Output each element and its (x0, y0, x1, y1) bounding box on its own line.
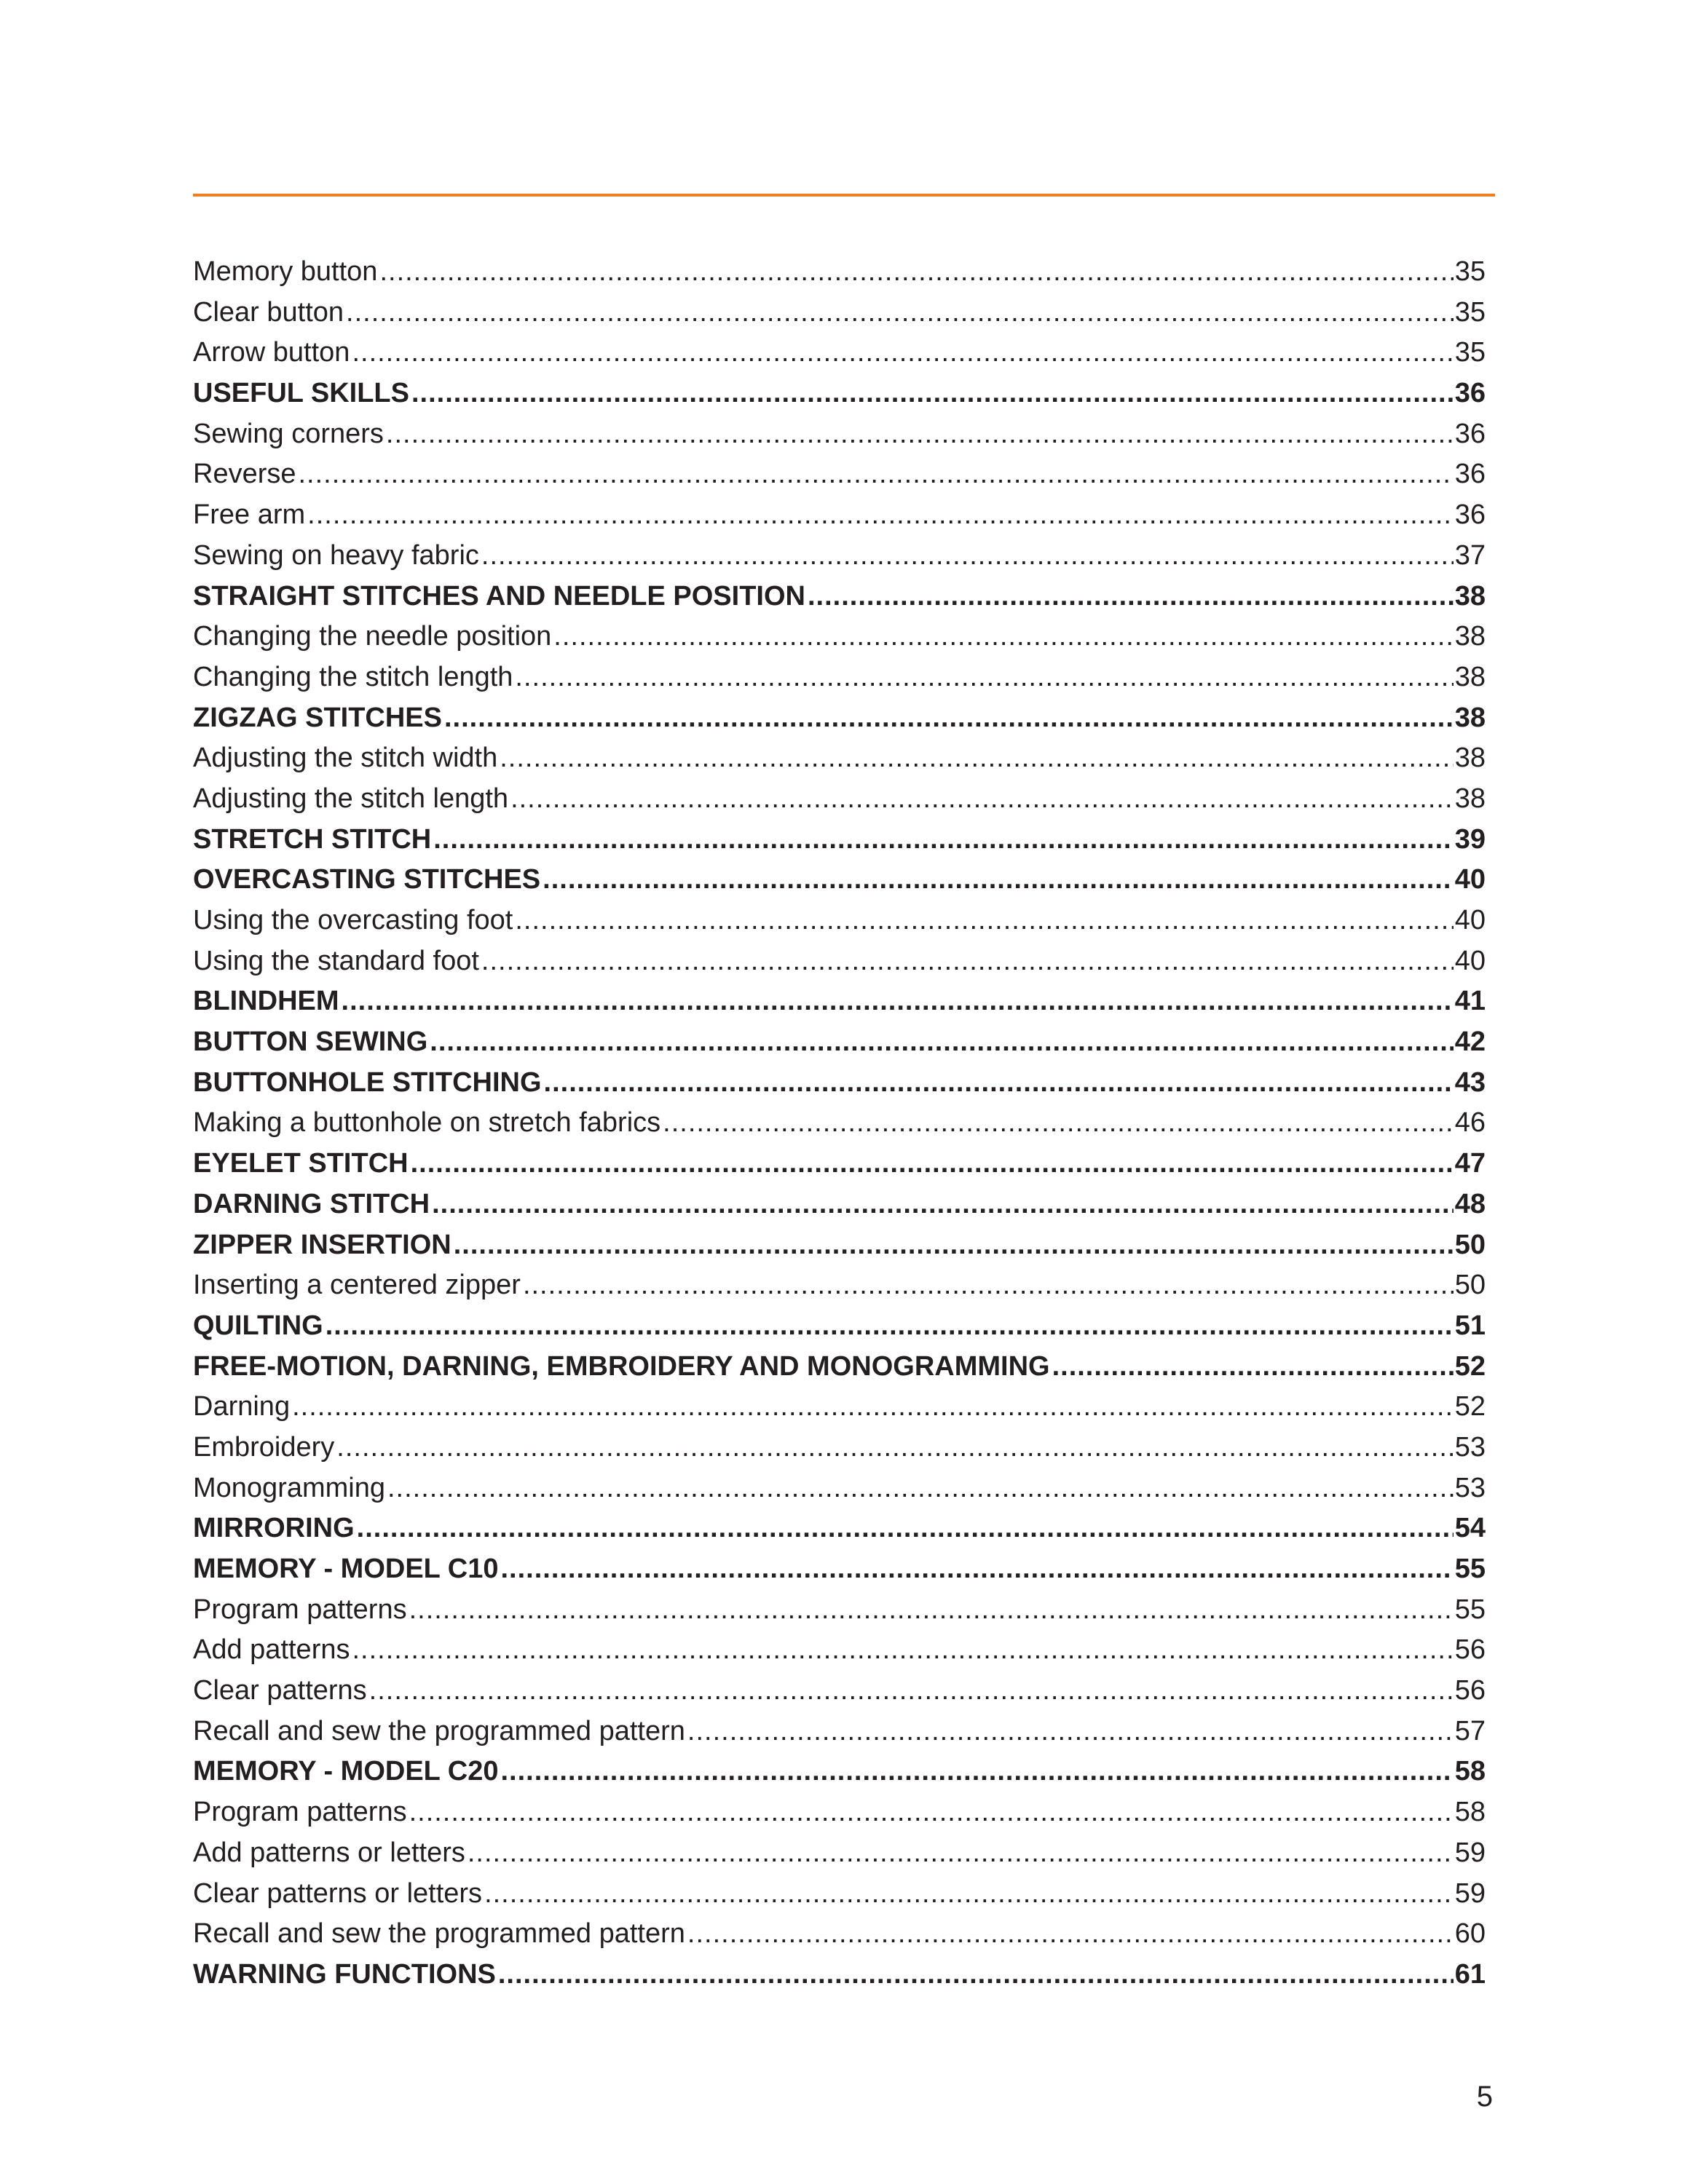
toc-entry-page: 39 (1454, 823, 1486, 855)
header-rule (193, 194, 1495, 197)
toc-entry-title: Program patterns (193, 1797, 407, 1828)
toc-dot-leader (432, 1184, 1454, 1225)
toc-entry-title: Add patterns (193, 1634, 350, 1666)
toc-dot-leader (500, 1752, 1453, 1792)
toc-entry-page: 36 (1454, 378, 1486, 409)
toc-dot-leader (433, 820, 1454, 860)
toc-entry[interactable] (193, 1387, 1486, 1428)
toc-entry-title: ZIGZAG STITCHES (193, 702, 442, 733)
toc-entry[interactable] (193, 536, 1486, 577)
toc-entry-title: MEMORY - MODEL C10 (193, 1554, 499, 1584)
toc-entry-title: ZIPPER INSERTION (193, 1229, 451, 1260)
toc-dot-leader (386, 414, 1454, 455)
toc-entry-title: Using the overcasting foot (193, 905, 513, 935)
toc-dot-leader (481, 536, 1454, 577)
toc-entry-title: Sewing corners (193, 418, 384, 449)
toc-entry-title: Recall and sew the programmed pattern (193, 1715, 685, 1746)
toc-section-heading[interactable] (193, 1022, 1486, 1063)
toc-entry-title: Changing the needle position (193, 621, 552, 652)
toc-entry-page: 35 (1454, 337, 1486, 368)
toc-dot-leader (346, 293, 1454, 333)
toc-section-heading[interactable] (193, 1508, 1486, 1549)
toc-entry-title: Clear patterns or letters (193, 1878, 483, 1909)
toc-entry-page: 36 (1454, 459, 1486, 490)
toc-entry-title: Inserting a centered zipper (193, 1270, 521, 1301)
toc-dot-leader (369, 1671, 1454, 1712)
toc-entry-title: USEFUL SKILLS (193, 378, 409, 409)
toc-entry-page: 47 (1454, 1148, 1486, 1179)
toc-entry-page: 40 (1454, 945, 1486, 976)
toc-entry-page: 38 (1454, 661, 1486, 692)
toc-section-heading[interactable] (193, 860, 1486, 901)
toc-dot-leader (379, 252, 1453, 293)
toc-dot-leader (663, 1103, 1454, 1144)
toc-section-heading[interactable] (193, 577, 1486, 617)
toc-dot-leader (523, 1265, 1454, 1306)
toc-entry-page: 41 (1454, 986, 1486, 1017)
toc-dot-leader (553, 617, 1453, 657)
toc-dot-leader (326, 1306, 1454, 1347)
toc-section-heading[interactable] (193, 1752, 1486, 1792)
toc-section-heading[interactable] (193, 1955, 1486, 1995)
toc-entry-page: 51 (1454, 1310, 1486, 1341)
toc-dot-leader (307, 495, 1454, 536)
toc-dot-leader (1052, 1347, 1454, 1388)
toc-entry-title: QUILTING (193, 1310, 323, 1341)
toc-entry-page: 58 (1454, 1797, 1486, 1828)
toc-dot-leader (336, 1428, 1453, 1468)
toc-entry-title: Recall and sew the programmed pattern (193, 1918, 685, 1950)
toc-entry-page: 42 (1454, 1026, 1486, 1058)
toc-entry-title: FREE-MOTION, DARNING, EMBROIDERY AND MONOGRAMMING (193, 1350, 1050, 1382)
toc-entry-page: 50 (1454, 1229, 1486, 1260)
toc-section-heading[interactable] (193, 1347, 1486, 1388)
toc-entry-title: Arrow button (193, 337, 350, 368)
toc-entry-page: 38 (1454, 621, 1486, 652)
toc-section-heading[interactable] (193, 1144, 1486, 1184)
toc-entry-page: 61 (1454, 1958, 1486, 1990)
toc-dot-leader (484, 1874, 1454, 1915)
toc-entry-title: Changing the stitch length (193, 661, 513, 692)
toc-entry[interactable] (193, 657, 1486, 698)
toc-dot-leader (411, 373, 1454, 414)
toc-entry-title: MEMORY - MODEL C20 (193, 1756, 499, 1787)
toc-entry-title: OVERCASTING STITCHES (193, 864, 541, 895)
toc-entry[interactable] (193, 1428, 1486, 1468)
toc-entry[interactable] (193, 1265, 1486, 1306)
toc-dot-leader (515, 901, 1453, 941)
toc-section-heading[interactable] (193, 1225, 1486, 1266)
toc-dot-leader (498, 1955, 1454, 1995)
toc-entry-page: 38 (1454, 743, 1486, 774)
toc-entry-page: 58 (1454, 1756, 1486, 1787)
toc-entry[interactable] (193, 1590, 1486, 1631)
toc-entry-page: 38 (1454, 783, 1486, 814)
toc-section-heading[interactable] (193, 1549, 1486, 1590)
toc-entry-title: Free arm (193, 499, 306, 531)
toc-entry-page: 57 (1454, 1715, 1486, 1746)
toc-entry[interactable] (193, 1671, 1486, 1712)
toc-entry-page: 36 (1454, 418, 1486, 449)
toc-dot-leader (342, 981, 1454, 1022)
toc-entry-page: 59 (1454, 1878, 1486, 1909)
toc-entry[interactable] (193, 1468, 1486, 1509)
page-number: 5 (1476, 2081, 1493, 2113)
toc-entry[interactable] (193, 779, 1486, 820)
toc-entry[interactable] (193, 738, 1486, 779)
toc-entry-page: 55 (1454, 1594, 1486, 1625)
toc-section-heading[interactable] (193, 698, 1486, 739)
toc-dot-leader (387, 1468, 1454, 1509)
table-of-contents (193, 252, 1486, 1995)
toc-entry-page: 38 (1454, 702, 1486, 733)
toc-entry[interactable] (193, 414, 1486, 455)
toc-entry-page: 37 (1454, 539, 1486, 571)
toc-dot-leader (409, 1590, 1454, 1631)
toc-entry-page: 52 (1454, 1391, 1486, 1423)
toc-dot-leader (500, 738, 1453, 779)
toc-dot-leader (444, 698, 1454, 739)
toc-entry-title: Reverse (193, 459, 296, 490)
toc-entry-title: Program patterns (193, 1594, 407, 1625)
toc-section-heading[interactable] (193, 1063, 1486, 1104)
toc-dot-leader (292, 1387, 1454, 1428)
toc-entry-title: BLINDHEM (193, 986, 339, 1017)
toc-entry[interactable] (193, 617, 1486, 657)
toc-entry-page: 59 (1454, 1837, 1486, 1868)
toc-entry-page: 53 (1454, 1472, 1486, 1503)
toc-entry-page: 56 (1454, 1634, 1486, 1666)
toc-section-heading[interactable] (193, 373, 1486, 414)
toc-dot-leader (808, 577, 1454, 617)
toc-dot-leader (357, 1508, 1454, 1549)
toc-entry[interactable] (193, 901, 1486, 941)
toc-entry-page: 50 (1454, 1270, 1486, 1301)
toc-dot-leader (500, 1549, 1453, 1590)
toc-dot-leader (411, 1144, 1454, 1184)
toc-section-heading[interactable] (193, 981, 1486, 1022)
toc-section-heading[interactable] (193, 1306, 1486, 1347)
toc-entry-title: Sewing on heavy fabric (193, 539, 479, 571)
toc-entry[interactable] (193, 1874, 1486, 1915)
toc-entry-page: 52 (1454, 1350, 1486, 1382)
toc-dot-leader (687, 1914, 1454, 1955)
toc-entry[interactable] (193, 1630, 1486, 1671)
toc-entry[interactable] (193, 454, 1486, 495)
toc-entry-page: 40 (1454, 864, 1486, 895)
toc-entry[interactable] (193, 941, 1486, 982)
toc-entry-title: Monogramming (193, 1472, 385, 1503)
toc-entry-title: Using the standard foot (193, 945, 479, 976)
toc-entry-page: 35 (1454, 296, 1486, 328)
toc-dot-leader (544, 1063, 1454, 1104)
toc-entry-title: Add patterns or letters (193, 1837, 465, 1868)
toc-entry-page: 55 (1454, 1554, 1486, 1584)
toc-entry-page: 43 (1454, 1067, 1486, 1098)
toc-entry[interactable] (193, 495, 1486, 536)
toc-section-heading[interactable] (193, 1184, 1486, 1225)
toc-entry-page: 54 (1454, 1513, 1486, 1544)
toc-entry[interactable] (193, 1712, 1486, 1752)
toc-dot-leader (430, 1022, 1453, 1063)
toc-section-heading[interactable] (193, 820, 1486, 860)
toc-entry-page: 46 (1454, 1107, 1486, 1139)
toc-entry-title: WARNING FUNCTIONS (193, 1958, 496, 1990)
toc-entry-page: 35 (1454, 256, 1486, 287)
toc-entry-page: 56 (1454, 1675, 1486, 1706)
toc-entry-page: 53 (1454, 1431, 1486, 1463)
toc-entry-title: STRAIGHT STITCHES AND NEEDLE POSITION (193, 580, 805, 612)
toc-dot-leader (299, 454, 1454, 495)
toc-entry-title: Darning (193, 1391, 291, 1423)
toc-entry-page: 60 (1454, 1918, 1486, 1950)
toc-entry-page: 38 (1454, 580, 1486, 612)
toc-dot-leader (454, 1225, 1454, 1266)
toc-dot-leader (687, 1712, 1454, 1752)
toc-dot-leader (515, 657, 1453, 698)
toc-dot-leader (468, 1833, 1454, 1874)
toc-entry[interactable] (193, 1833, 1486, 1874)
toc-dot-leader (543, 860, 1454, 901)
toc-entry-title: Clear patterns (193, 1675, 367, 1706)
toc-entry[interactable] (193, 333, 1486, 373)
toc-entry[interactable] (193, 293, 1486, 333)
toc-entry-title: Clear button (193, 296, 344, 328)
toc-entry-page: 48 (1454, 1188, 1486, 1219)
toc-entry-title: BUTTON SEWING (193, 1026, 428, 1058)
toc-dot-leader (352, 1630, 1453, 1671)
toc-dot-leader (481, 941, 1454, 982)
toc-dot-leader (409, 1792, 1454, 1833)
toc-entry-title: Memory button (193, 256, 378, 287)
toc-entry[interactable] (193, 1792, 1486, 1833)
toc-entry-title: Embroidery (193, 1431, 335, 1463)
toc-entry-title: DARNING STITCH (193, 1188, 430, 1219)
toc-entry-title: EYELET STITCH (193, 1148, 409, 1179)
toc-entry-title: Adjusting the stitch width (193, 743, 498, 774)
toc-entry[interactable] (193, 1103, 1486, 1144)
toc-entry-title: Making a buttonhole on stretch fabrics (193, 1107, 661, 1139)
toc-entry[interactable] (193, 252, 1486, 293)
toc-entry-page: 36 (1454, 499, 1486, 531)
toc-entry-title: Adjusting the stitch length (193, 783, 509, 814)
toc-entry-title: MIRRORING (193, 1513, 355, 1544)
toc-entry-title: STRETCH STITCH (193, 823, 432, 855)
toc-entry-page: 40 (1454, 905, 1486, 935)
toc-entry-title: BUTTONHOLE STITCHING (193, 1067, 542, 1098)
toc-dot-leader (510, 779, 1454, 820)
toc-dot-leader (352, 333, 1453, 373)
toc-entry[interactable] (193, 1914, 1486, 1955)
